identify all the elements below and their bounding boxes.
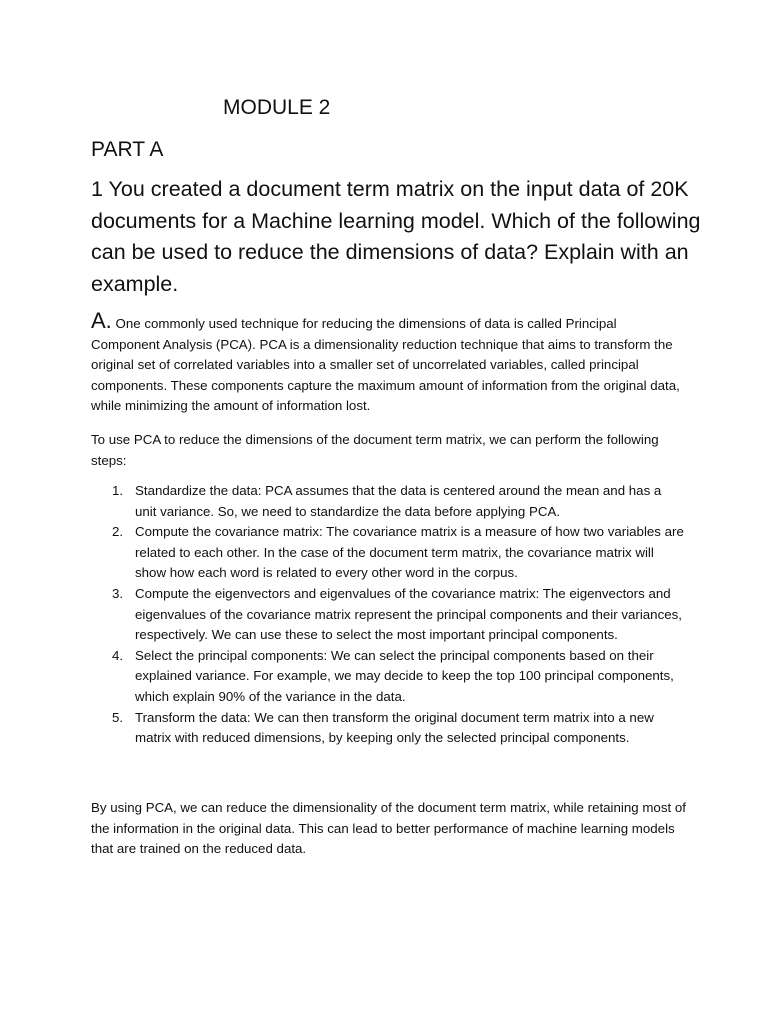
steps-intro: To use PCA to reduce the dimensions of the document term matrix, we can perform the following steps: bbox=[91, 432, 659, 468]
step-item bbox=[91, 708, 686, 749]
step-number: 5. bbox=[112, 709, 124, 725]
step-text: Standardize the data: PCA assumes that the data is centered around the mean and has a unit variance. So, we need to standardize the data before applying PCA. bbox=[135, 483, 662, 519]
step-text: Compute the eigenvectors and eigenvalues of the covariance matrix: The eigenvectors and eigenvalues of the covariance matrix represent the principal components and their variances, respectively. We can use these to select the most important principal components. bbox=[135, 585, 682, 643]
step-number: 2. bbox=[112, 524, 124, 540]
step-item bbox=[91, 522, 686, 584]
part-heading: PART A bbox=[91, 138, 164, 161]
step-item bbox=[91, 584, 686, 646]
step-number: 1. bbox=[112, 483, 124, 498]
answer-paragraph bbox=[91, 310, 686, 417]
step-text: Compute the covariance matrix: The covariance matrix is a measure of how two variables are related to each other. In the case of the document term matrix, the covariance matrix will show how each word is related to every other word in the corpus. bbox=[135, 524, 684, 581]
question-text: 1 You created a document term matrix on the input data of 20K documents for a Machine learning model. Which of the following can be used to reduce the dimensions of data? Explain with an example. bbox=[91, 177, 701, 296]
answer-text: One commonly used technique for reducing the dimensions of data is called Principal Component Analysis (PCA). PCA is a dimensionality reduction technique that aims to transform the original set of correlated variables into a smaller set of uncorrelated variables, called principal components. These components capture the maximum amount of information from the original data, while minimizing the amount of information lost. bbox=[91, 316, 680, 414]
step-item bbox=[91, 481, 686, 522]
answer-label: A. bbox=[91, 308, 112, 333]
steps-list bbox=[91, 481, 686, 749]
step-number: 4. bbox=[112, 647, 124, 663]
module-heading: MODULE 2 bbox=[223, 96, 331, 119]
step-number: 3. bbox=[112, 585, 124, 601]
step-text: Transform the data: We can then transform the original document term matrix into a new matrix with reduced dimensions, by keeping only the selected principal components. bbox=[135, 709, 654, 746]
conclusion-paragraph: By using PCA, we can reduce the dimensionality of the document term matrix, while retaining most of the information in the original data. This can lead to better performance of machine learning models that are trained on the reduced data. bbox=[91, 800, 686, 857]
step-item bbox=[91, 646, 686, 708]
step-text: Select the principal components: We can select the principal components based on their explained variance. For example, we may decide to keep the top 100 principal components, which explain 90% of the variance in the data. bbox=[135, 647, 674, 704]
